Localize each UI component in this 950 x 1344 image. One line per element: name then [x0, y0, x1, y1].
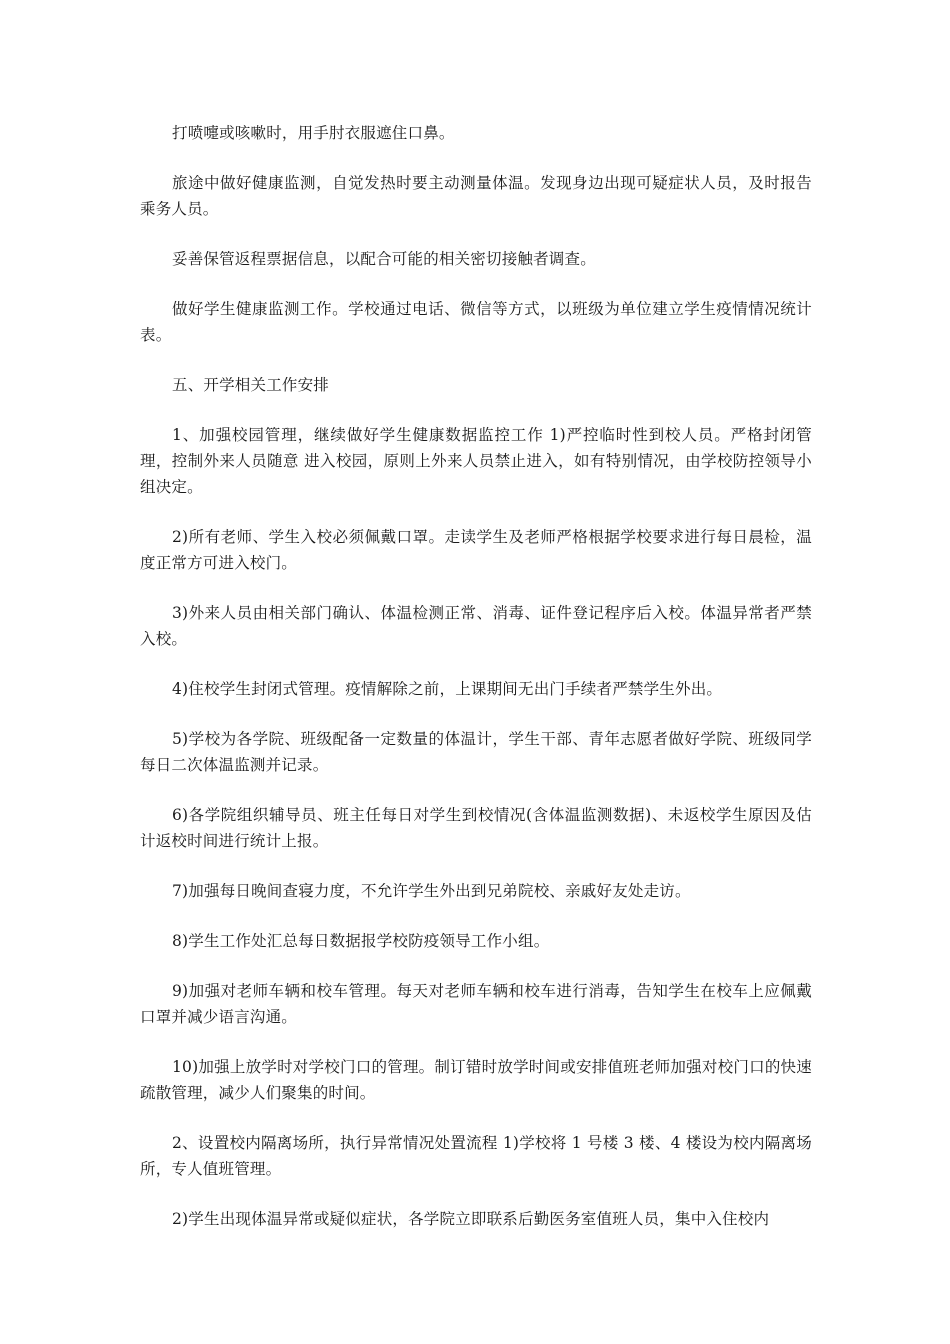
paragraph-visitor-entry: 3)外来人员由相关部门确认、体温检测正常、消毒、证件登记程序后入校。体温异常者严禁入校。: [140, 604, 812, 648]
paragraph-vehicle-management: 9)加强对老师车辆和校车管理。每天对老师车辆和校车进行消毒，告知学生在校车上应佩戴口罩并减少语言沟通。: [140, 982, 812, 1026]
paragraph-keep-tickets: 妥善保管返程票据信息，以配合可能的相关密切接触者调查。: [172, 250, 596, 268]
paragraph-gate-management: 10)加强上放学时对学校门口的管理。制订错时放学时间或安排值班老师加强对校门口的快速疏散管理，减少人们聚集的时间。: [140, 1058, 812, 1102]
paragraph-student-health-monitoring: 做好学生健康监测工作。学校通过电话、微信等方式，以班级为单位建立学生疫情情况统计表。: [140, 300, 812, 344]
paragraph-dorm-checks: 7)加强每日晚间查寝力度，不允许学生外出到兄弟院校、亲戚好友处走访。: [172, 882, 691, 900]
paragraph-masks-required: 2)所有老师、学生入校必须佩戴口罩。走读学生及老师严格根据学校要求进行每日晨检，温度正常方可进入校门。: [140, 528, 812, 572]
paragraph-campus-management: 1、加强校园管理，继续做好学生健康数据监控工作 1)严控临时性到校人员。严格封闭管理，控制外来人员随意 进入校园，原则上外来人员禁止进入，如有特别情况，由学校防控领导小组决定。: [140, 426, 812, 496]
paragraph-abnormal-temperature: 2)学生出现体温异常或疑似症状，各学院立即联系后勤医务室值班人员，集中入住校内: [172, 1210, 770, 1228]
paragraph-boarding-students: 4)住校学生封闭式管理。疫情解除之前，上课期间无出门手续者严禁学生外出。: [172, 680, 723, 698]
paragraph-thermometers: 5)学校为各学院、班级配备一定数量的体温计，学生干部、青年志愿者做好学院、班级同学每日二次体温监测并记录。: [140, 730, 812, 774]
paragraph-cover-mouth: 打喷嚏或咳嗽时，用手肘衣服遮住口鼻。: [172, 124, 455, 142]
document-body: [140, 120, 812, 1232]
section-heading-school-opening: 五、开学相关工作安排: [172, 376, 330, 394]
paragraph-isolation-site: 2、设置校内隔离场所，执行异常情况处置流程 1)学校将 1 号楼 3 楼、4 楼设为校内隔离场所，专人值班管理。: [140, 1134, 812, 1178]
paragraph-data-summary: 8)学生工作处汇总每日数据报学校防疫领导工作小组。: [172, 932, 550, 950]
paragraph-reporting: 6)各学院组织辅导员、班主任每日对学生到校情况(含体温监测数据)、未返校学生原因及估计返校时间进行统计上报。: [140, 806, 812, 850]
paragraph-travel-monitoring: 旅途中做好健康监测，自觉发热时要主动测量体温。发现身边出现可疑症状人员，及时报告乘务人员。: [140, 174, 812, 218]
